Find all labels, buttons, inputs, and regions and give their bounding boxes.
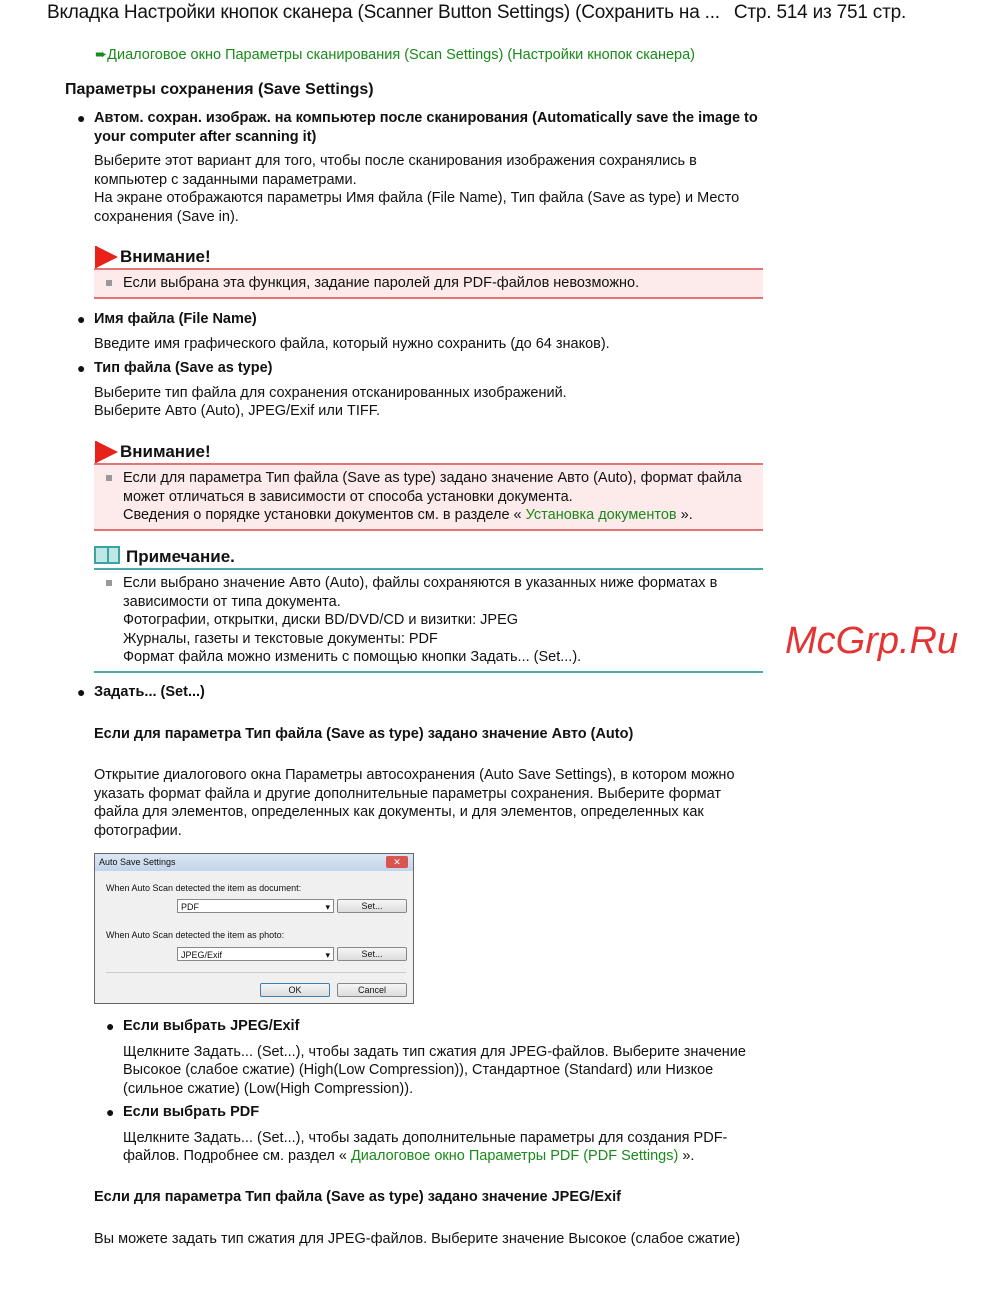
item-text: Выберите тип файла для сохранения отсканированных изображений. <box>94 384 567 401</box>
note-box <box>94 538 763 673</box>
arrow-right-icon: ➨ <box>95 47 108 63</box>
watermark: McGrp.Ru <box>785 620 959 662</box>
caution-box <box>94 238 763 299</box>
subheading: Если для параметра Тип файла (Save as type) задано значение Авто (Auto) <box>94 725 634 742</box>
select-value: JPEG/Exif <box>181 950 223 960</box>
square-bullet-icon <box>106 475 112 481</box>
bullet-icon: ● <box>77 110 86 126</box>
item-title: Задать... (Set...) <box>94 684 205 700</box>
note-text: Формат файла можно изменить с помощью кнопки Задать... (Set...). <box>123 649 582 665</box>
bullet-icon: ● <box>106 1018 115 1034</box>
divider <box>106 972 406 973</box>
select-value: PDF <box>181 902 199 912</box>
item-text: Щелкните Задать... (Set...), чтобы задать тип сжатия для JPEG-файлов. Выберите значение Высокое (слабое сжатие) (High(Low Compression)), Стандартное (Standard) или Низкое (сильное сжатие) (Low(High Compression)). <box>123 1043 746 1097</box>
bullet-icon: ● <box>106 1104 115 1120</box>
pdf-settings-link[interactable]: Диалоговое окно Параметры PDF (PDF Settings) <box>350 1148 679 1164</box>
caution-text: Сведения о порядке установки документов см. в разделе « <box>123 507 526 523</box>
dialog-title: Auto Save Settings <box>99 857 176 867</box>
document-placement-link[interactable]: Установка документов <box>525 507 677 523</box>
close-icon[interactable]: ✕ <box>386 856 408 868</box>
item-text: Введите имя графического файла, который нужно сохранить (до 64 знаков). <box>94 335 610 352</box>
chevron-down-icon: ▾ <box>325 950 330 960</box>
ok-button[interactable]: OK <box>260 983 330 997</box>
item-text: Выберите Авто (Auto), JPEG/Exif или TIFF. <box>94 403 381 419</box>
section-title: Параметры сохранения (Save Settings) <box>65 81 374 98</box>
note-heading: Примечание. <box>126 547 235 566</box>
bullet-icon: ● <box>77 311 86 327</box>
item-text: ». <box>678 1148 695 1164</box>
caution-text: Если для параметра Тип файла (Save as type) задано значение Авто (Auto), формат файла может отличаться в зависимости от способа установки документа. <box>123 470 742 505</box>
document-format-select[interactable] <box>177 899 334 913</box>
caution-text: Если выбрана эта функция, задание паролей для PDF-файлов невозможно. <box>123 275 640 291</box>
item-title: Автом. сохран. изображ. на компьютер после сканирования (Automatically save the image to your computer after scanning it) <box>94 110 758 145</box>
item-title: Если выбрать JPEG/Exif <box>123 1018 300 1034</box>
item-autosave <box>77 109 764 226</box>
cancel-button[interactable]: Cancel <box>337 983 407 997</box>
square-bullet-icon <box>106 580 112 586</box>
page-title: Вкладка Настройки кнопок сканера (Scanner Button Settings) (Сохранить на ... <box>47 2 720 23</box>
sub-item-jpeg <box>106 1017 763 1098</box>
jpeg-section <box>94 1188 764 1248</box>
sub-item-pdf <box>106 1103 753 1166</box>
item-text: Щелкните Задать... (Set...), чтобы задать дополнительные параметры для создания PDF-файлов. Подробнее см. раздел « <box>123 1129 728 1164</box>
chevron-down-icon: ▾ <box>325 902 330 912</box>
item-file-name <box>77 310 764 353</box>
breadcrumb-text: Диалоговое окно Параметры сканирования (Scan Settings) (Настройки кнопок сканера) <box>107 47 696 63</box>
document-label: When Auto Scan detected the item as document: <box>106 883 302 893</box>
caution-heading: Внимание! <box>120 247 211 266</box>
item-title: Тип файла (Save as type) <box>94 360 273 376</box>
red-flag-icon <box>96 441 118 463</box>
photo-label: When Auto Scan detected the item as photo: <box>106 930 285 940</box>
item-title: Имя файла (File Name) <box>94 311 257 327</box>
document-set-button[interactable]: Set... <box>337 899 407 913</box>
item-title: Если выбрать PDF <box>123 1104 260 1120</box>
bullet-icon: ● <box>77 684 86 700</box>
item-set <box>77 683 764 840</box>
item-text: На экране отображаются параметры Имя файла (File Name), Тип файла (Save as type) и Место сохранения (Save in). <box>94 190 740 225</box>
subheading: Если для параметра Тип файла (Save as type) задано значение JPEG/Exif <box>94 1189 621 1205</box>
item-text: Выберите этот вариант для того, чтобы после сканирования изображения сохранялись в компьютер с заданными параметрами. <box>94 153 697 188</box>
photo-set-button[interactable]: Set... <box>337 947 407 961</box>
square-bullet-icon <box>106 280 112 286</box>
caution-text: ». <box>676 507 693 523</box>
breadcrumb-link[interactable] <box>95 46 695 65</box>
note-text: Журналы, газеты и текстовые документы: PDF <box>123 630 438 647</box>
item-text: Вы можете задать тип сжатия для JPEG-файлов. Выберите значение Высокое (слабое сжатие) <box>94 1230 741 1247</box>
photo-format-select[interactable] <box>177 947 334 961</box>
note-text: Фотографии, открытки, диски BD/DVD/CD и визитки: JPEG <box>123 612 519 628</box>
bullet-icon: ● <box>77 360 86 376</box>
page-header <box>47 2 992 24</box>
auto-save-settings-dialog <box>94 853 414 1004</box>
red-flag-icon <box>96 246 118 268</box>
note-text: Если выбрано значение Авто (Auto), файлы сохраняются в указанных ниже форматах в зависимости от типа документа. <box>123 575 718 610</box>
item-text: Открытие диалогового окна Параметры автосохранения (Auto Save Settings), в котором можно указать формат файла и другие дополнительные параметры сохранения. Выберите формат файла для элементов, определенных как документы, и для элементов, определенных как фотографии. <box>94 767 735 839</box>
book-icon <box>94 546 120 564</box>
caution-box <box>94 433 763 531</box>
page-number: Стр. 514 из 751 стр. <box>733 2 907 23</box>
item-save-as-type <box>77 359 764 421</box>
caution-heading: Внимание! <box>120 442 211 461</box>
